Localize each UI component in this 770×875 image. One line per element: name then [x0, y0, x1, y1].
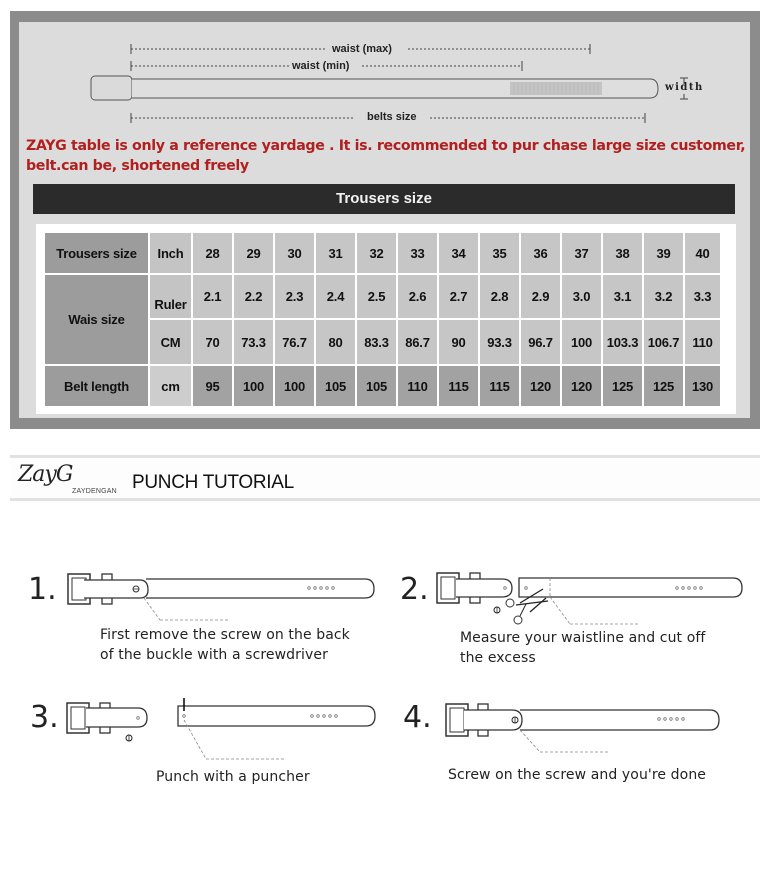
table-cell: 100 — [562, 320, 601, 364]
step-2-line-2: the excess — [460, 650, 536, 666]
cm-unit: CM — [150, 320, 191, 364]
table-cell: 3.3 — [685, 275, 720, 318]
table-cell: 2.1 — [193, 275, 232, 318]
table-cell: 33 — [398, 233, 437, 273]
table-cell: 93.3 — [480, 320, 519, 364]
table-cell: 115 — [439, 366, 478, 406]
table-cell: 37 — [562, 233, 601, 273]
table-cell: 30 — [275, 233, 314, 273]
notice-line-2: belt.can be, shortened freely — [26, 158, 249, 174]
table-cell: 83.3 — [357, 320, 396, 364]
brand-logo: ZayG — [18, 462, 73, 487]
step-2-number: 2. — [400, 572, 429, 607]
waist-min-label: waist (min) — [289, 60, 352, 72]
step-4-line-1: Screw on the screw and you're done — [448, 767, 707, 783]
step-3-line-1: Punch with a puncher — [156, 769, 310, 785]
brand-logo-subtitle: ZAYDENGAN — [72, 488, 117, 495]
table-cell: 120 — [562, 366, 601, 406]
table-cell: 105 — [357, 366, 396, 406]
table-cell: 100 — [234, 366, 273, 406]
waist-size-header: Wais size — [45, 275, 148, 364]
trousers-size-title: Trousers size — [33, 184, 735, 214]
table-cell: 100 — [275, 366, 314, 406]
notice-line-1: ZAYG table is only a reference yardage . It is. recommended to pur chase large size customer, — [26, 138, 746, 154]
table-cell: 125 — [644, 366, 683, 406]
table-cell: 73.3 — [234, 320, 273, 364]
step-1-line-2: of the buckle with a screwdriver — [100, 647, 328, 663]
table-cell: 36 — [521, 233, 560, 273]
table-cell: 2.9 — [521, 275, 560, 318]
table-cell: 2.7 — [439, 275, 478, 318]
table-cell: 3.1 — [603, 275, 642, 318]
table-cell: 115 — [480, 366, 519, 406]
table-cell: 86.7 — [398, 320, 437, 364]
step-1-line-1: First remove the screw on the back — [100, 627, 350, 643]
table-cell: 29 — [234, 233, 273, 273]
belts-size-label: belts size — [364, 111, 420, 123]
table-cell: 2.8 — [480, 275, 519, 318]
step-2-line-1: Measure your waistline and cut off — [460, 630, 706, 646]
table-cell: 103.3 — [603, 320, 642, 364]
table-cell: 105 — [316, 366, 355, 406]
waist-max-label: waist (max) — [329, 43, 395, 55]
table-cell: 96.7 — [521, 320, 560, 364]
step-3-number: 3. — [30, 700, 59, 735]
width-label: width — [665, 82, 704, 93]
table-cell: 2.2 — [234, 275, 273, 318]
table-cell: 2.5 — [357, 275, 396, 318]
table-cell: 35 — [480, 233, 519, 273]
trousers-size-header: Trousers size — [45, 233, 148, 273]
table-cell: 32 — [357, 233, 396, 273]
tutorial-title: PUNCH TUTORIAL — [132, 472, 294, 493]
table-cell: 39 — [644, 233, 683, 273]
table-cell: 90 — [439, 320, 478, 364]
table-cell: 2.3 — [275, 275, 314, 318]
step-4-instructions — [448, 765, 706, 785]
table-cell: 110 — [398, 366, 437, 406]
table-cell: 28 — [193, 233, 232, 273]
table-cell: 95 — [193, 366, 232, 406]
table-cell: 3.0 — [562, 275, 601, 318]
table-cell: 76.7 — [275, 320, 314, 364]
table-cell: 38 — [603, 233, 642, 273]
table-cell: 31 — [316, 233, 355, 273]
belt-cm-unit: cm — [150, 366, 191, 406]
table-cell: 106.7 — [644, 320, 683, 364]
table-cell: 110 — [685, 320, 720, 364]
table-cell: 120 — [521, 366, 560, 406]
table-cell: 80 — [316, 320, 355, 364]
table-cell: 34 — [439, 233, 478, 273]
table-cell: 70 — [193, 320, 232, 364]
table-cell: 125 — [603, 366, 642, 406]
table-cell: 2.4 — [316, 275, 355, 318]
step-4-number: 4. — [403, 700, 432, 735]
belt-length-header: Belt length — [45, 366, 148, 406]
table-cell: 40 — [685, 233, 720, 273]
inch-unit: Inch — [150, 233, 191, 273]
table-cell: 2.6 — [398, 275, 437, 318]
step-1-number: 1. — [28, 572, 57, 607]
table-cell: 3.2 — [644, 275, 683, 318]
table-cell: 130 — [685, 366, 720, 406]
ruler-unit: Ruler — [150, 275, 191, 318]
